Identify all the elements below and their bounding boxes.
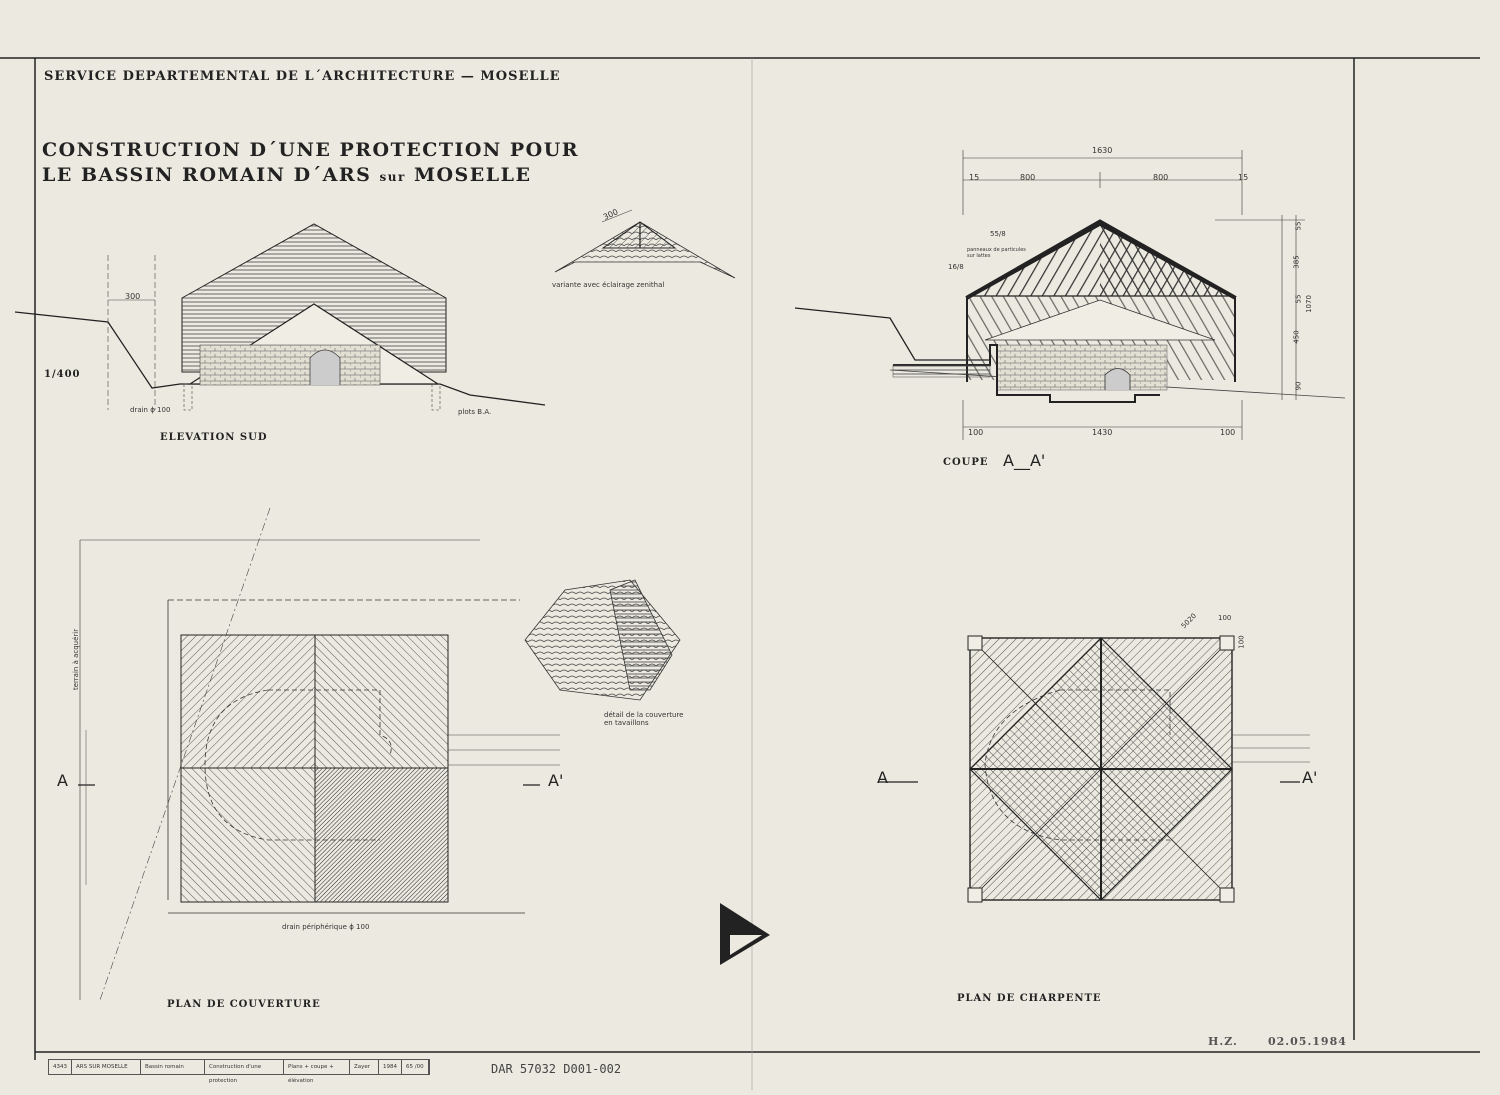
charpente-dim-a: 100	[1218, 614, 1232, 622]
title-block-cell: Plans + coupe + élévation	[284, 1060, 350, 1074]
coupe-dim-right-d: 450	[1292, 330, 1301, 344]
variant-note: variante avec éclairage zenithal	[552, 281, 665, 289]
coupe-dim-bottom-mid: 1430	[1092, 428, 1113, 437]
coupe-dim-bottom-right: 100	[1220, 428, 1236, 437]
charpente-dim-b: 100	[1237, 635, 1246, 649]
detail-note-2: en tavaillons	[604, 719, 649, 727]
terrain-note: terrain à acquérir	[72, 628, 80, 690]
title-line-2b: MOSELLE	[413, 164, 532, 186]
coupe-dim-total: 1630	[1092, 146, 1113, 155]
title-line-2a: LE BASSIN ROMAIN D´ARS	[42, 164, 372, 186]
variant-dim: 300	[601, 207, 620, 222]
charpente-section-a2: A'	[1302, 768, 1318, 787]
elevation-caption: ELEVATION SUD	[160, 432, 268, 443]
shingle-detail-drawing	[525, 580, 680, 700]
archive-reference: DAR 57032 D001-002	[491, 1062, 622, 1076]
title-line-2-sur: sur	[379, 170, 406, 184]
framing-plan-drawing	[878, 636, 1310, 902]
north-arrow-icon	[720, 903, 770, 965]
scale-label: 1/400	[44, 369, 81, 380]
signature-date: 02.05.1984	[1268, 1035, 1347, 1048]
coupe-dim-right-a: 55	[1294, 221, 1303, 231]
service-header: SERVICE DEPARTEMENTAL DE L´ARCHITECTURE — MOSELLE	[44, 69, 561, 84]
drain-note: drain ϕ 100	[130, 406, 171, 414]
section-drawing	[795, 150, 1345, 440]
elevation-dim-300: 300	[125, 292, 141, 301]
coupe-label-rafter: 55/8	[990, 230, 1006, 238]
coupe-caption: COUPE	[943, 457, 989, 468]
coupe-dim-right-c: 55	[1294, 294, 1303, 304]
title-line-1: CONSTRUCTION D´UNE PROTECTION POUR	[42, 139, 580, 161]
plots-note: plots B.A.	[458, 408, 492, 416]
drain-perimeter-note: drain périphérique ϕ 100	[282, 923, 370, 931]
title-line-2	[42, 163, 531, 190]
title-block-cell: Construction d'une protection	[205, 1060, 284, 1074]
title-block	[48, 1059, 430, 1084]
coupe-section-label: A__A'	[1003, 451, 1046, 470]
signature-initials: H.Z.	[1208, 1035, 1238, 1048]
couverture-section-a: A	[57, 771, 68, 790]
couverture-section-a2: A'	[548, 771, 564, 790]
title-block-cell: Zayer	[350, 1060, 379, 1074]
elevation-drawing	[15, 224, 545, 410]
coupe-dim-mid-left: 800	[1020, 173, 1036, 182]
coupe-dim-right-total: 1070	[1304, 295, 1313, 313]
coupe-dim-right-e: 90	[1294, 381, 1303, 391]
coupe-dim-mid-right: 800	[1153, 173, 1169, 182]
coupe-dim-bottom-left: 100	[968, 428, 984, 437]
title-block-cell: 65 /00	[402, 1060, 429, 1074]
detail-note-1: détail de la couverture	[604, 711, 684, 719]
title-block-cell: ARS SUR MOSELLE	[72, 1060, 141, 1074]
charpente-dim-c: 5020	[1179, 611, 1199, 631]
charpente-section-a: A	[877, 768, 888, 787]
title-block-cell: 1984	[379, 1060, 402, 1074]
coupe-dim-right-b: 385	[1292, 255, 1301, 269]
coupe-dim-left: 15	[969, 173, 980, 182]
charpente-caption: PLAN DE CHARPENTE	[957, 993, 1102, 1004]
coupe-label-panel: panneaux de particules sur lattes	[967, 247, 1026, 259]
title-block-cell: Bassin romain	[141, 1060, 205, 1074]
couverture-caption: PLAN DE COUVERTURE	[167, 999, 321, 1010]
variant-drawing	[555, 210, 735, 278]
coupe-dim-right: 15	[1238, 173, 1249, 182]
coupe-label-purlin: 16/8	[948, 263, 964, 271]
title-block-cell: 4343	[49, 1060, 72, 1074]
